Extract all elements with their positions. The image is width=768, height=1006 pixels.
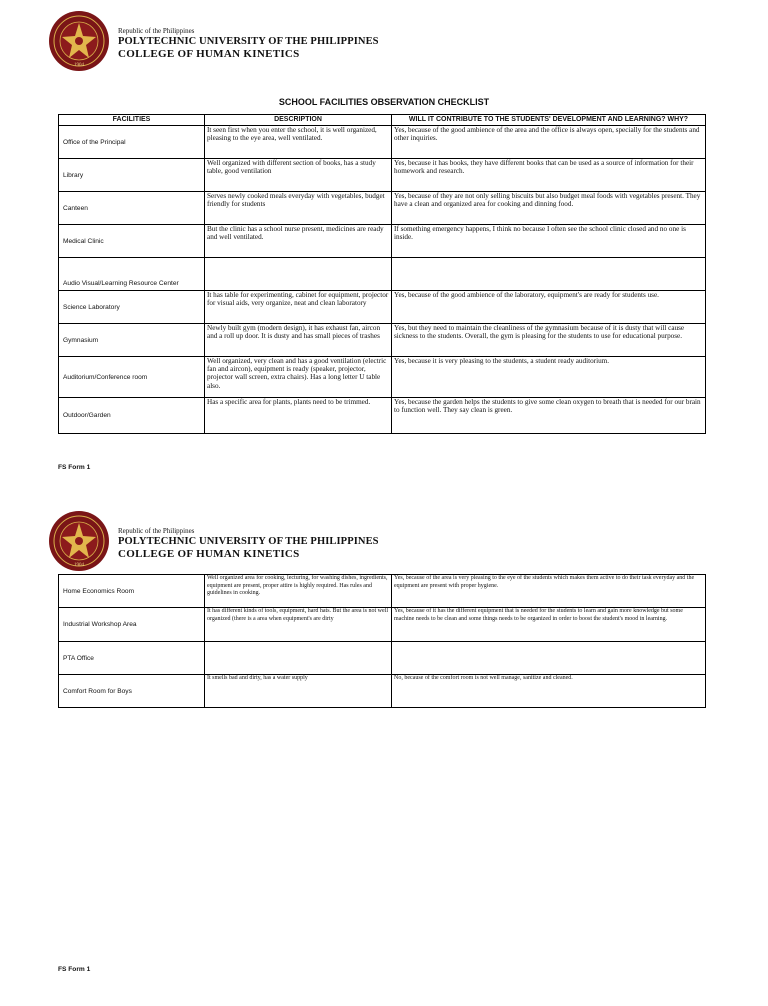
college-name: COLLEGE OF HUMAN KINETICS — [118, 48, 300, 60]
form-number-label: FS Form 1 — [58, 966, 91, 973]
university-seal-icon — [48, 10, 110, 72]
table-row — [59, 126, 706, 159]
table-row — [59, 675, 706, 708]
description-cell: Newly built gym (modern design), it has exhaust fan, aircon and a roll up door. It is dusty and has small pieces of trashes — [205, 324, 392, 357]
facility-cell: Library — [59, 159, 205, 192]
description-cell: It smells bad and dirty, has a water supply — [205, 675, 392, 708]
document-page-1 — [0, 0, 768, 490]
description-cell: Well organized area for cooking, lecturing, for washing dishes, ingredients, equipment are present, proper attire is highly required. Has rules and guidelines in cooking. — [205, 575, 392, 608]
facility-cell: Canteen — [59, 192, 205, 225]
table-row — [59, 642, 706, 675]
contribution-cell: Yes, because of they are not only selling biscuits but also budget meal foods with vegetables present. They have a clean and organized area for cooking and dinning food. — [392, 192, 706, 225]
facility-cell: PTA Office — [59, 642, 205, 675]
column-header-facilities: FACILITIES — [59, 115, 205, 126]
table-row — [59, 324, 706, 357]
contribution-cell: Yes, because of the good ambience of the laboratory, equipment's are ready for students use. — [392, 291, 706, 324]
description-cell: Has a specific area for plants, plants need to be trimmed. — [205, 398, 392, 434]
description-cell — [205, 258, 392, 291]
description-cell: Well organized with different section of books, has a study table, good ventilation — [205, 159, 392, 192]
facility-cell: Audio Visual/Learning Resource Center — [59, 258, 205, 291]
facility-cell: Science Laboratory — [59, 291, 205, 324]
description-cell — [205, 642, 392, 675]
facility-cell: Comfort Room for Boys — [59, 675, 205, 708]
university-name: POLYTECHNIC UNIVERSITY OF THE PHILIPPINES — [118, 36, 379, 47]
description-cell: But the clinic has a school nurse present, medicines are ready and well ventilated. — [205, 225, 392, 258]
table-row — [59, 575, 706, 608]
facility-cell: Industrial Workshop Area — [59, 608, 205, 642]
description-cell: It has different kinds of tools, equipment, hard hats. But the area is not well organized (there is a area when equipment's are dirty — [205, 608, 392, 642]
college-name: COLLEGE OF HUMAN KINETICS — [118, 548, 300, 560]
column-header-contribution: WILL IT CONTRIBUTE TO THE STUDENTS' DEVELOPMENT AND LEARNING? WHY? — [392, 115, 706, 126]
facility-cell: Home Economics Room — [59, 575, 205, 608]
university-seal-icon — [48, 510, 110, 572]
checklist-table-2 — [58, 574, 706, 708]
facility-cell: Medical Clinic — [59, 225, 205, 258]
letterhead-text — [118, 27, 379, 61]
description-cell: Serves newly cooked meals everyday with vegetables, budget friendly for students — [205, 192, 392, 225]
table-row — [59, 357, 706, 398]
checklist-table-1 — [58, 114, 706, 434]
table-row — [59, 192, 706, 225]
contribution-cell — [392, 258, 706, 291]
contribution-cell: Yes, because it is very pleasing to the students, a student ready auditorium. — [392, 357, 706, 398]
description-cell: Well organized, very clean and has a good ventilation (electric fan and aircon), equipment is ready (speaker, projector, projector wall screen, extra chairs). Has a long letter U table also. — [205, 357, 392, 398]
university-name: POLYTECHNIC UNIVERSITY OF THE PHILIPPINES — [118, 536, 379, 547]
contribution-cell — [392, 642, 706, 675]
svg-text:1904: 1904 — [74, 63, 84, 68]
table-row — [59, 608, 706, 642]
contribution-cell: Yes, because of the good ambience of the area and the office is always open, specially for the students and other inquiries. — [392, 126, 706, 159]
facility-cell: Office of the Principal — [59, 126, 205, 159]
facility-cell: Gymnasium — [59, 324, 205, 357]
description-cell: It has table for experimenting, cabinet for equipment, projector for visual aids, very organize, neat and clean laboratory — [205, 291, 392, 324]
svg-text:1904: 1904 — [74, 563, 84, 568]
document-page-2 — [0, 500, 768, 1006]
contribution-cell: Yes, because of it has the different equipment that is needed for the students to learn and gain more knowledge but some machine needs to be clean and some things needs to be organized in order to boost the student's mood in learning. — [392, 608, 706, 642]
letterhead-text — [118, 527, 379, 561]
republic-label: Republic of the Philippines — [118, 527, 195, 535]
table-row — [59, 258, 706, 291]
republic-label: Republic of the Philippines — [118, 27, 195, 35]
contribution-cell: No, because of the comfort room is not well manage, sanitize and cleaned. — [392, 675, 706, 708]
table-header-row — [59, 115, 706, 126]
contribution-cell: If something emergency happens, I think no because I often see the school clinic closed and no one is inside. — [392, 225, 706, 258]
table-row — [59, 225, 706, 258]
form-number-label: FS Form 1 — [58, 464, 91, 471]
contribution-cell: Yes, because of the area is very pleasing to the eye of the students which makes them active to do their task everyday and the equipment are present with proper hygiene. — [392, 575, 706, 608]
description-cell: It seen first when you enter the school, it is well organized, pleasing to the eye area, well ventilated. — [205, 126, 392, 159]
table-row — [59, 291, 706, 324]
column-header-description: DESCRIPTION — [205, 115, 392, 126]
contribution-cell: Yes, because it has books, they have different books that can be used as a source of information for their homework and research. — [392, 159, 706, 192]
document-title: SCHOOL FACILITIES OBSERVATION CHECKLIST — [278, 97, 490, 107]
table-row — [59, 159, 706, 192]
facility-cell: Outdoor/Garden — [59, 398, 205, 434]
facility-cell: Auditorium/Conference room — [59, 357, 205, 398]
contribution-cell: Yes, but they need to maintain the cleanliness of the gymnasium because of it is dusty that will cause sickness to the students. Overall, the gym is pleasing for the students to use for educational purpose. — [392, 324, 706, 357]
table-row — [59, 398, 706, 434]
contribution-cell: Yes, because the garden helps the students to give some clean oxygen to breath that is needed for our brain to function well. They say clean is green. — [392, 398, 706, 434]
